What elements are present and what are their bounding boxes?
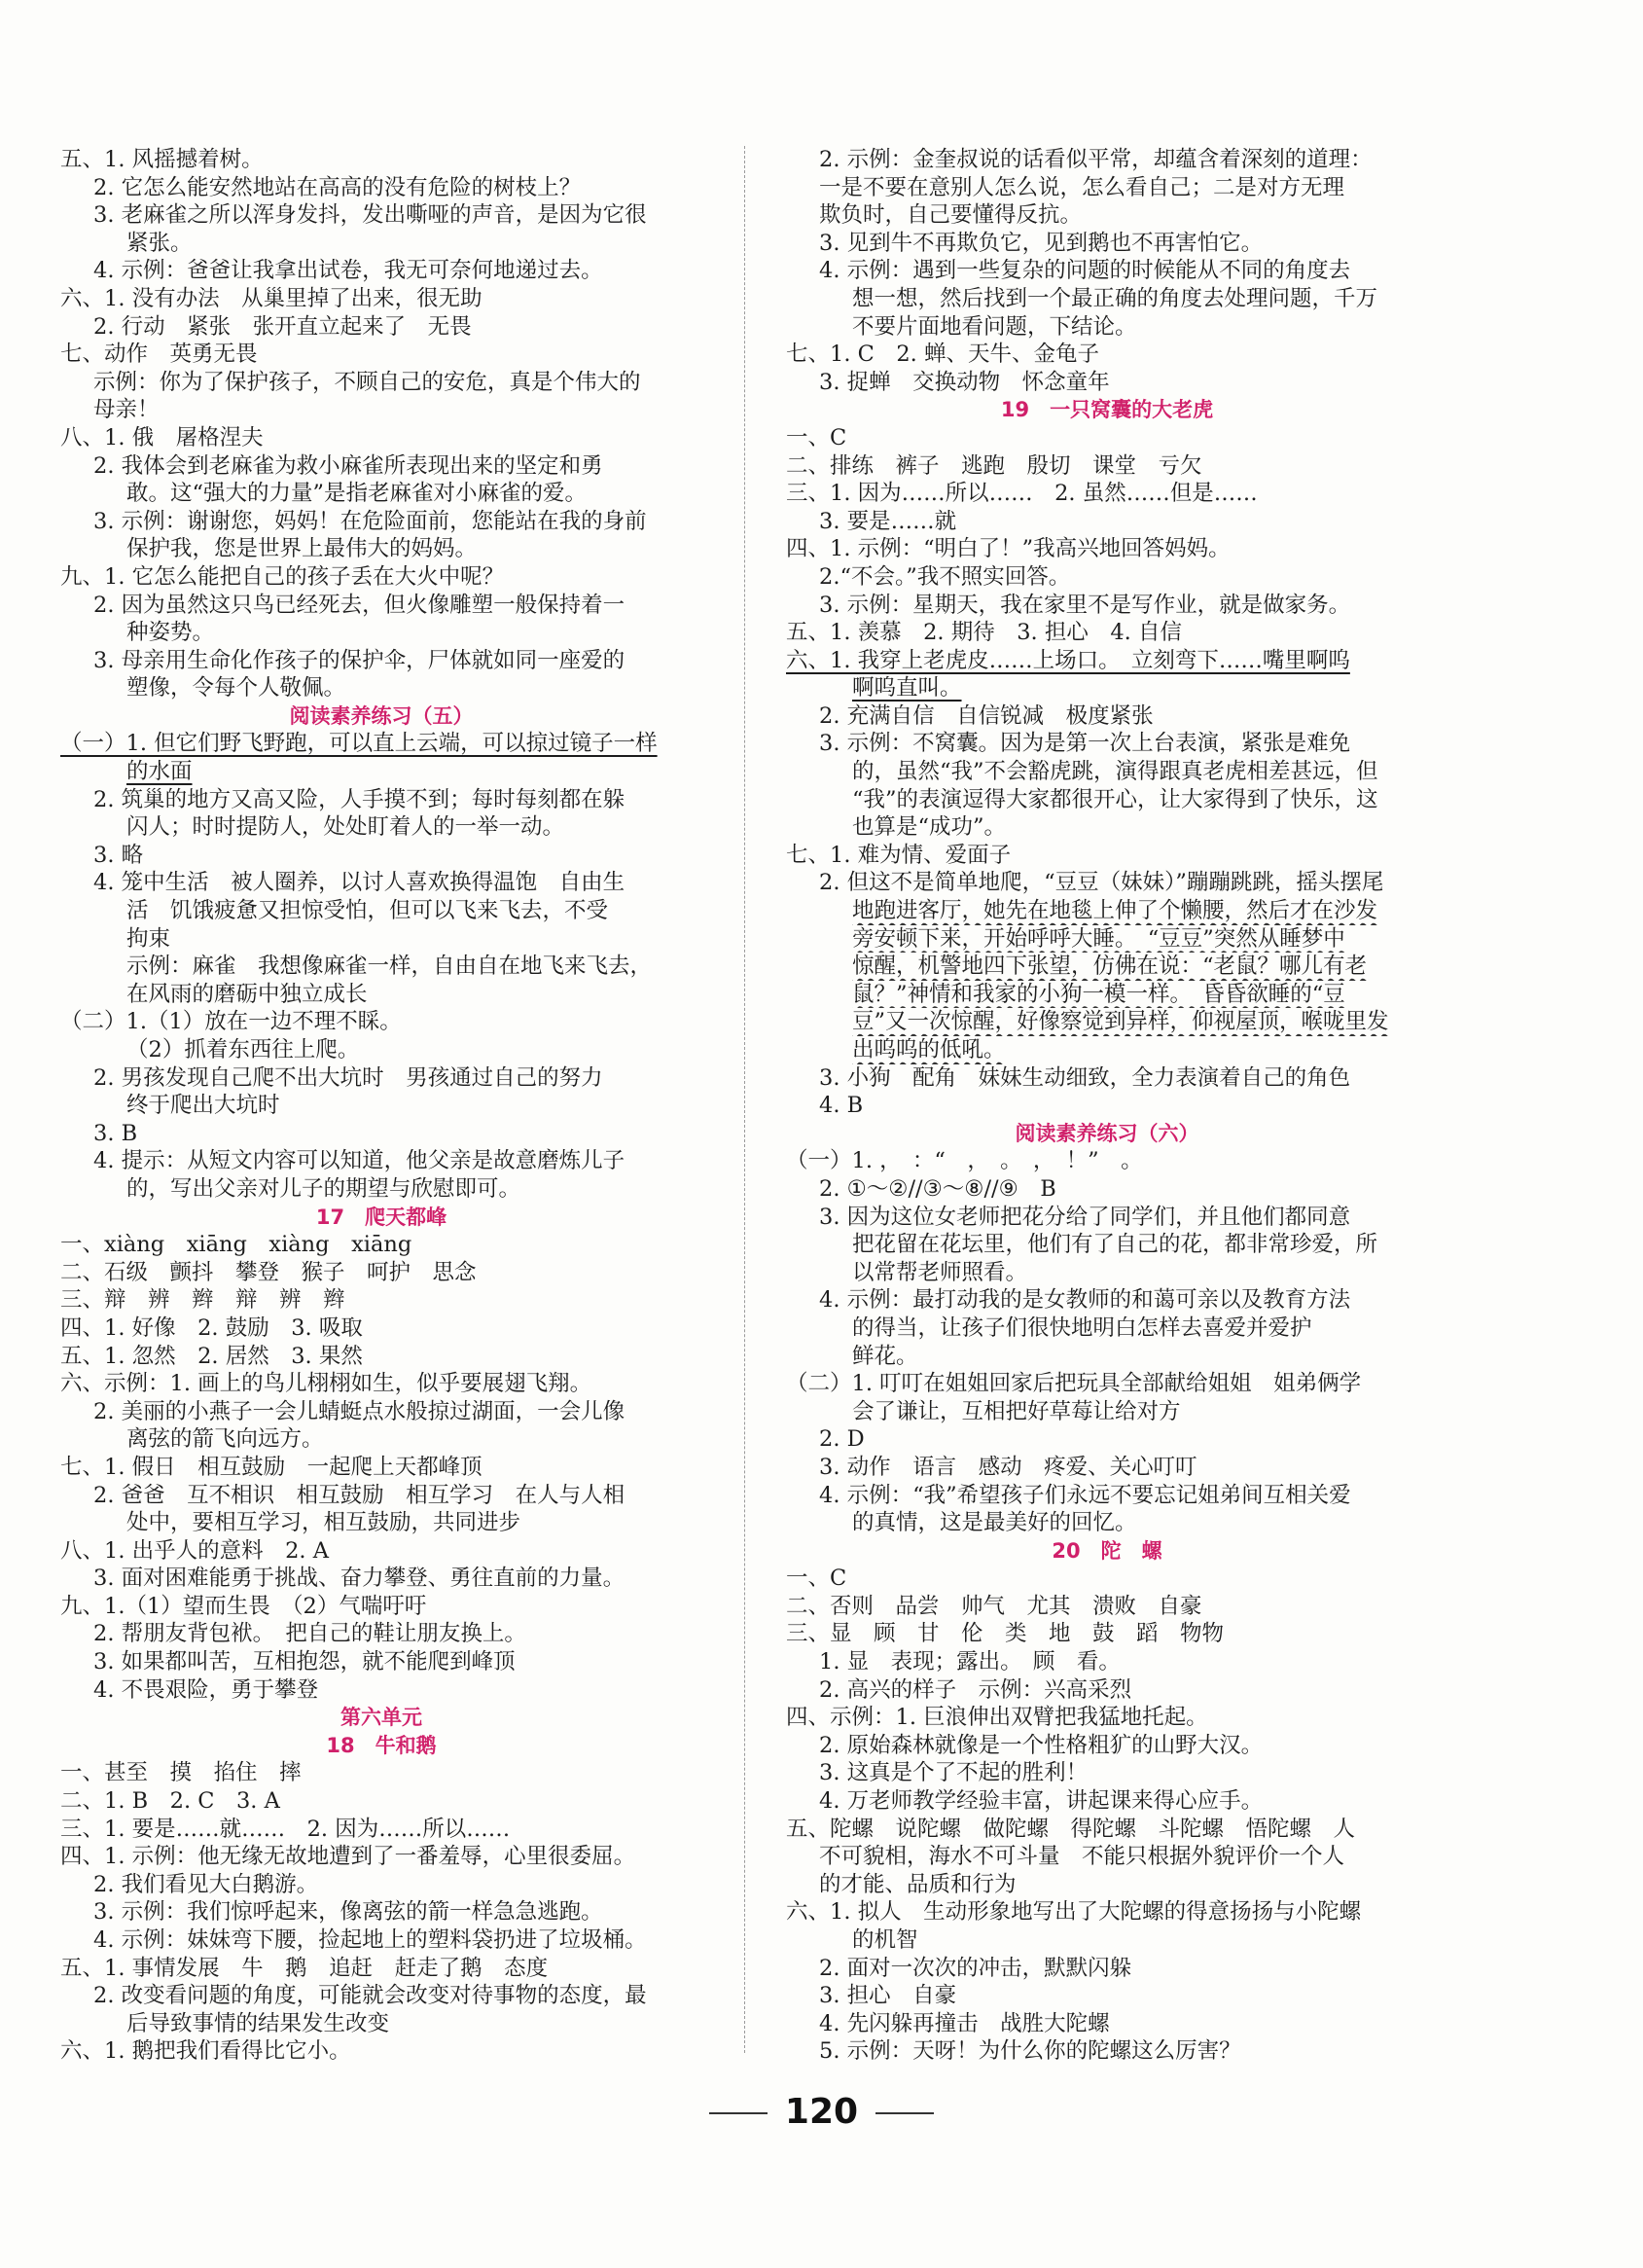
- answer-line: 4. 笼中生活 被人圈养，以讨人喜欢换得温饱 自由生: [93, 870, 625, 896]
- answer-line: 五、1. 事情发展 牛 鹅 追赶 赶走了鹅 态度: [60, 1955, 549, 1981]
- answer-line: 的真情，这是最美好的回忆。: [852, 1510, 1137, 1536]
- answer-line: （一）1. ， ：“ ， 。 ， ！” 。: [786, 1148, 1143, 1174]
- answer-line: 4. 示例：“我”希望孩子们永远不要忘记姐弟间互相关爱: [819, 1482, 1351, 1508]
- footer-rule-left: [709, 2112, 768, 2114]
- answer-line: （二）1.（1）放在一边不理不睬。: [60, 1009, 402, 1035]
- answer-line: 2. 行动 紧张 张开直立起来了 无畏: [93, 313, 472, 340]
- answer-line: 母亲！: [93, 397, 160, 423]
- answer-line: 一、C: [786, 1566, 847, 1592]
- answer-line: 想一想，然后找到一个最正确的角度去处理问题，千万: [852, 285, 1378, 311]
- answer-line: 4. 不畏艰险，勇于攀登: [93, 1676, 319, 1703]
- answer-line: 2. 筑巢的地方又高又险，人手摸不到；每时每刻都在躲: [93, 786, 625, 812]
- section-heading: 20 陀 螺: [1052, 1538, 1162, 1563]
- answer-line: 七、动作 英勇无畏: [60, 342, 258, 368]
- answer-line: 3. 这真是个了不起的胜利！: [819, 1760, 1089, 1786]
- answer-line: 2. 我体会到老麻雀为救小麻雀所表现出来的坚定和勇: [93, 452, 603, 479]
- answer-line: 的机智: [852, 1927, 918, 1953]
- answer-line: 五、陀螺 说陀螺 做陀螺 得陀螺 斗陀螺 悟陀螺 人: [786, 1816, 1356, 1842]
- answer-line: 二、否则 品尝 帅气 尤其 溃败 自豪: [786, 1593, 1202, 1619]
- answer-line: 的水面: [126, 759, 193, 785]
- section-heading: 19 一只窝囊的大老虎: [1000, 398, 1214, 422]
- answer-line: 3. 捉蝉 交换动物 怀念童年: [819, 369, 1110, 395]
- answer-line: 示例：你为了保护孩子，不顾自己的安危，真是个伟大的: [93, 369, 641, 395]
- footer-rule-right: [875, 2112, 934, 2114]
- answer-line: 3. B: [93, 1120, 138, 1146]
- section-heading: 17 爬天都峰: [315, 1205, 447, 1229]
- answer-line: （2）抓着东西往上爬。: [126, 1037, 360, 1062]
- answer-line: 豆”又一次惊醒，好像察觉到异样，仰视屋顶，喉咙里发: [852, 1009, 1389, 1035]
- answer-line: 九、1.（1）望而生畏 （2）气喘吁吁: [60, 1593, 427, 1619]
- answer-line: 3. 要是……就: [819, 508, 957, 534]
- answer-line: 3. 略: [93, 842, 144, 868]
- section-heading: 18 牛和鹅: [326, 1733, 437, 1757]
- answer-line: 4. 先闪躲再撞击 战胜大陀螺: [819, 2010, 1110, 2036]
- answer-line: 2. 但这不是简单地爬，“豆豆（妹妹）”蹦蹦跳跳，摇头摆尾: [819, 870, 1384, 896]
- answer-line: 出呜呜的低吼。: [852, 1037, 1006, 1062]
- answer-line: 七、1. 难为情、爱面子: [786, 842, 1012, 868]
- answer-line: 二、石级 颤抖 攀登 猴子 呵护 思念: [60, 1259, 477, 1285]
- answer-line: 保护我，您是世界上最伟大的妈妈。: [126, 536, 478, 562]
- answer-line: 的，写出父亲对儿子的期望与欣慰即可。: [126, 1175, 521, 1202]
- answer-line: 3. 示例：星期天，我在家里不是写作业，就是做家务。: [819, 592, 1351, 618]
- answer-line: 种姿势。: [126, 620, 215, 646]
- section-heading: 阅读素养练习（五）: [289, 703, 474, 728]
- answer-line: 4. 示例：爸爸让我拿出试卷，我无可奈何地递过去。: [93, 258, 603, 284]
- answer-line: 三、1. 要是……就…… 2. 因为……所以……: [60, 1816, 511, 1842]
- answer-line: 3. 小狗 配角 妹妹生动细致，全力表演着自己的角色: [819, 1064, 1351, 1091]
- answer-line: 一、C: [786, 424, 847, 450]
- answer-line: （二）1. 叮叮在姐姐回家后把玩具全部献给姐姐 姐弟俩学: [786, 1371, 1362, 1397]
- answer-line: “我”的表演逗得大家都很开心，让大家得到了快乐，这: [852, 786, 1378, 812]
- answer-line: 终于爬出大坑时: [126, 1093, 280, 1119]
- column-divider: [744, 146, 745, 2053]
- answer-line: 六、1. 我穿上老虎皮……上场口。 立刻弯下……嘴里啊呜: [786, 647, 1350, 673]
- answer-line: 塑像，令每个人敬佩。: [126, 675, 346, 702]
- answer-line: 3. 面对困难能勇于挑战、奋力攀登、勇往直前的力量。: [93, 1566, 625, 1592]
- answer-line: 活 饥饿疲惫又担惊受怕，但可以飞来飞去，不受: [126, 898, 609, 924]
- answer-line: 惊醒，机警地四下张望，仿佛在说：“老鼠？哪儿有老: [852, 954, 1368, 980]
- answer-line: 三、显 顾 甘 伦 类 地 鼓 蹈 物物: [786, 1621, 1225, 1647]
- answer-line: 离弦的箭飞向远方。: [126, 1426, 324, 1453]
- answer-line: 4. 万老师教学经验丰富，讲起课来得心应手。: [819, 1788, 1264, 1815]
- page-footer: [0, 2092, 1643, 2132]
- answer-line: 六、示例：1. 画上的鸟儿栩栩如生，似乎要展翅飞翔。: [60, 1371, 592, 1397]
- answer-line: 在风雨的磨砺中独立成长: [126, 981, 368, 1007]
- answer-line: 3. 母亲用生命化作孩子的保护伞，尸体就如同一座爱的: [93, 647, 625, 673]
- answer-line: 2. 我们看见大白鹅游。: [93, 1871, 319, 1897]
- answer-line: 四、示例：1. 巨浪伸出双臂把我猛地托起。: [786, 1705, 1208, 1731]
- answer-line: 五、1. 羡慕 2. 期待 3. 担心 4. 自信: [786, 620, 1182, 646]
- answer-line: 七、1. C 2. 蝉、天牛、金龟子: [786, 342, 1099, 368]
- section-heading: 第六单元: [340, 1706, 422, 1730]
- answer-line: 3. 见到牛不再欺负它，见到鹅也不再害怕它。: [819, 230, 1264, 256]
- answer-line: 处中，要相互学习，相互鼓励，共同进步: [126, 1510, 521, 1536]
- answer-line: 二、排练 裤子 逃跑 殷切 课堂 亏欠: [786, 452, 1202, 479]
- answer-line: 2. 改变看问题的角度，可能就会改变对待事物的态度，最: [93, 1983, 647, 2009]
- section-heading: 阅读素养练习（六）: [1015, 1121, 1199, 1145]
- answer-line: 1. 显 表现；露出。 顾 看。: [819, 1649, 1121, 1675]
- answer-line: 3. 示例：谢谢您，妈妈！在危险面前，您能站在我的身前: [93, 508, 647, 534]
- answer-line: 示例：麻雀 我想像麻雀一样，自由自在地飞来飞去，: [126, 954, 653, 980]
- answer-line: 2. 原始森林就像是一个性格粗犷的山野大汉。: [819, 1732, 1264, 1758]
- answer-line: 后导致事情的结果发生改变: [126, 2010, 390, 2036]
- answer-line: 六、1. 鹅把我们看得比它小。: [60, 2038, 351, 2065]
- answer-line: 4. 示例：最打动我的是女教师的和蔼可亲以及教育方法: [819, 1287, 1351, 1314]
- answer-line: 2. 高兴的样子 示例：兴高采烈: [819, 1676, 1132, 1703]
- answer-line: 四、1. 示例：“明白了！”我高兴地回答妈妈。: [786, 536, 1231, 562]
- answer-line: 八、1. 出乎人的意料 2. A: [60, 1537, 329, 1564]
- answer-line: 七、1. 假日 相互鼓励 一起爬上天都峰顶: [60, 1454, 482, 1480]
- answer-line: 2. 爸爸 互不相识 相互鼓励 相互学习 在人与人相: [93, 1482, 625, 1508]
- answer-line: 闪人；时时提防人，处处盯着人的一举一动。: [126, 814, 565, 841]
- answer-line: 三、辩 辨 辫 辩 辨 辫: [60, 1287, 345, 1314]
- answer-line: 4. B: [819, 1093, 864, 1119]
- left-answer-column: [60, 146, 702, 2066]
- answer-line: 3. 因为这位女老师把花分给了同学们，并且他们都同意: [819, 1204, 1351, 1230]
- answer-line: 拘束: [126, 925, 171, 952]
- answer-line: 的，虽然“我”不会豁虎跳，演得跟真老虎相差甚远，但: [852, 759, 1378, 785]
- answer-line: 不可貌相，海水不可斗量 不能只根据外貌评价一个人: [819, 1844, 1345, 1870]
- answer-line: 六、1. 没有办法 从巢里掉了出来，很无助: [60, 285, 482, 311]
- answer-line: 3. 动作 语言 感动 疼爱、关心叮叮: [819, 1454, 1197, 1480]
- answer-line: 三、1. 因为……所以…… 2. 虽然……但是……: [786, 481, 1258, 507]
- answer-line: 地跑进客厅，她先在地毯上伸了个懒腰，然后才在沙发: [852, 898, 1378, 924]
- answer-line: 鼠？”神情和我家的小狗一模一样。 昏昏欲睡的“豆: [852, 981, 1345, 1007]
- answer-line: 2.“不会。”我不照实回答。: [819, 563, 1071, 590]
- answer-line: 六、1. 拟人 生动形象地写出了大陀螺的得意扬扬与小陀螺: [786, 1899, 1362, 1926]
- answer-line: 鲜花。: [852, 1343, 918, 1369]
- answer-line: 4. 示例：妹妹弯下腰，捡起地上的塑料袋扔进了垃圾桶。: [93, 1927, 647, 1953]
- answer-line: 2. D: [819, 1426, 865, 1453]
- answer-line: 一是不要在意别人怎么说，怎么看自己；二是对方无理: [819, 174, 1345, 200]
- answer-line: 5. 示例：天呀！为什么你的陀螺这么厉害？: [819, 2038, 1241, 2065]
- answer-line: 旁安顿下来，开始呼呼大睡。 “豆豆”突然从睡梦中: [852, 925, 1345, 952]
- answer-line: 四、1. 好像 2. 鼓励 3. 吸取: [60, 1314, 363, 1341]
- answer-line: 一、xiàng xiāng xiàng xiāng: [60, 1232, 412, 1258]
- answer-line: 啊呜直叫。: [852, 675, 962, 702]
- answer-line: 3. 示例：不窝囊。因为是第一次上台表演，紧张是难免: [819, 731, 1351, 757]
- answer-line: 3. 示例：我们惊呼起来，像离弦的箭一样急急逃跑。: [93, 1899, 603, 1926]
- answer-line: 2. 充满自信 自信锐减 极度紧张: [819, 702, 1154, 729]
- answer-line: 2. 帮朋友背包袱。 把自己的鞋让朋友换上。: [93, 1621, 526, 1647]
- answer-line: 八、1. 俄 屠格涅夫: [60, 424, 264, 450]
- answer-line: 会了谦让，互相把好草莓让给对方: [852, 1398, 1181, 1424]
- answer-line: 也算是“成功”。: [852, 814, 1007, 841]
- answer-line: 3. 担心 自豪: [819, 1983, 957, 2009]
- answer-line: 四、1. 示例：他无缘无故地遭到了一番羞辱，心里很委屈。: [60, 1844, 636, 1870]
- answer-line: 2. 示例：金奎叔说的话看似平常，却蕴含着深刻的道理：: [819, 147, 1373, 172]
- answer-line: 2. 男孩发现自己爬不出大坑时 男孩通过自己的努力: [93, 1064, 603, 1091]
- right-answer-column: [786, 146, 1428, 2066]
- answer-line: 紧张。: [126, 230, 193, 256]
- answer-line: 2. 它怎么能安然地站在高高的没有危险的树枝上？: [93, 174, 582, 200]
- answer-line: 3. 老麻雀之所以浑身发抖，发出嘶哑的声音，是因为它很: [93, 202, 647, 229]
- answer-line: 4. 提示：从短文内容可以知道，他父亲是故意磨炼儿子: [93, 1148, 625, 1174]
- answer-line: 的得当，让孩子们很快地明白怎样去喜爱并爱护: [852, 1314, 1312, 1341]
- answer-line: 3. 如果都叫苦，互相抱怨，就不能爬到峰顶: [93, 1649, 516, 1675]
- answer-line: 九、1. 它怎么能把自己的孩子丢在大火中呢？: [60, 563, 505, 590]
- answer-line: 五、1. 风摇撼着树。: [60, 147, 264, 172]
- answer-line: 2. ①～②//③～⑧//⑨ B: [819, 1175, 1056, 1202]
- answer-line: 的才能、品质和行为: [819, 1871, 1017, 1897]
- answer-line: 二、1. B 2. C 3. A: [60, 1788, 280, 1815]
- page-number: 120: [784, 2092, 859, 2132]
- answer-line: 五、1. 忽然 2. 居然 3. 果然: [60, 1343, 363, 1369]
- answer-line: （一）1. 但它们野飞野跑，可以直上云端，可以掠过镜子一样: [60, 731, 658, 757]
- answer-line: 把花留在花坛里，他们有了自己的花，都非常珍爱，所: [852, 1232, 1378, 1258]
- answer-line: 2. 面对一次次的冲击，默默闪躲: [819, 1955, 1132, 1981]
- answer-line: 不要片面地看问题，下结论。: [852, 313, 1137, 340]
- answer-line: 欺负时，自己要懂得反抗。: [819, 202, 1083, 229]
- answer-line: 4. 示例：遇到一些复杂的问题的时候能从不同的角度去: [819, 258, 1351, 284]
- answer-line: 以常帮老师照看。: [852, 1259, 1028, 1285]
- answer-line: 2. 美丽的小燕子一会儿蜻蜓点水般掠过湖面，一会儿像: [93, 1398, 625, 1424]
- answer-line: 一、甚至 摸 掐住 摔: [60, 1760, 302, 1786]
- answer-line: 敢。这“强大的力量”是指老麻雀对小麻雀的爱。: [126, 481, 588, 507]
- answer-line: 2. 因为虽然这只鸟已经死去，但火像雕塑一般保持着一: [93, 592, 625, 618]
